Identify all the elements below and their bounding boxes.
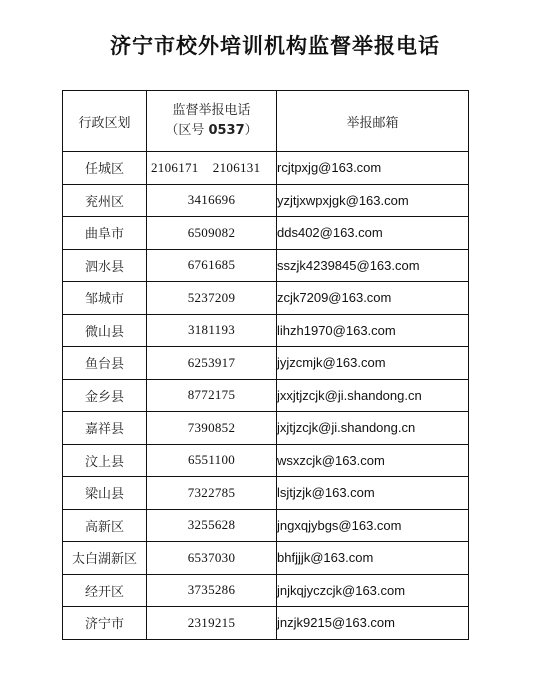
table-row <box>63 542 469 575</box>
phone-cell: 7390852 <box>147 412 277 445</box>
table-row <box>63 509 469 542</box>
table-row <box>63 249 469 282</box>
email-cell: jnjkqjyczcjk@163.com <box>277 574 469 607</box>
header-district: 行政区划 <box>63 91 147 152</box>
district-cell: 任城区 <box>63 152 147 185</box>
table-row <box>63 282 469 315</box>
header-phone <box>147 91 277 152</box>
phone-cell: 5237209 <box>147 282 277 315</box>
header-area-code-suffix: ） <box>244 123 258 138</box>
district-cell: 泗水县 <box>63 249 147 282</box>
email-cell: jnzjk9215@163.com <box>277 607 469 640</box>
table-row <box>63 379 469 412</box>
email-cell: lihzh1970@163.com <box>277 314 469 347</box>
email-cell: sszjk4239845@163.com <box>277 249 469 282</box>
email-cell: jngxqjybgs@163.com <box>277 509 469 542</box>
phone-cell: 3181193 <box>147 314 277 347</box>
header-area-code-value: 0537 <box>208 123 245 138</box>
email-cell: jxxjtjzcjk@ji.shandong.cn <box>277 379 469 412</box>
district-cell: 兖州区 <box>63 184 147 217</box>
header-phone-title: 监督举报电话 <box>172 103 251 118</box>
district-cell: 曲阜市 <box>63 217 147 250</box>
phone-cell: 6551100 <box>147 444 277 477</box>
table-row <box>63 412 469 445</box>
phone-cell: 7322785 <box>147 477 277 510</box>
table-row <box>63 347 469 380</box>
table-row <box>63 574 469 607</box>
district-cell: 经开区 <box>63 574 147 607</box>
phone-cell: 6509082 <box>147 217 277 250</box>
district-cell: 济宁市 <box>63 607 147 640</box>
email-cell: dds402@163.com <box>277 217 469 250</box>
table-row <box>63 607 469 640</box>
email-cell: lsjtjzjk@163.com <box>277 477 469 510</box>
phone-cell: 3416696 <box>147 184 277 217</box>
table-row <box>63 444 469 477</box>
table-row <box>63 477 469 510</box>
district-cell: 金乡县 <box>63 379 147 412</box>
district-cell: 嘉祥县 <box>63 412 147 445</box>
phone-cell: 6537030 <box>147 542 277 575</box>
header-area-code-prefix: （区号 <box>165 123 209 138</box>
table-row <box>63 217 469 250</box>
phone-cell: 2319215 <box>147 607 277 640</box>
page-title: 济宁市校外培训机构监督举报电话 <box>110 34 440 58</box>
district-cell: 微山县 <box>63 314 147 347</box>
district-cell: 邹城市 <box>63 282 147 315</box>
district-cell: 高新区 <box>63 509 147 542</box>
table-row <box>63 184 469 217</box>
district-cell: 鱼台县 <box>63 347 147 380</box>
table-row <box>63 152 469 185</box>
hotline-table <box>62 90 469 640</box>
email-cell: wsxzcjk@163.com <box>277 444 469 477</box>
email-cell: jyjzcmjk@163.com <box>277 347 469 380</box>
email-cell: rcjtpxjg@163.com <box>277 152 469 185</box>
email-cell: bhfjjjk@163.com <box>277 542 469 575</box>
phone-cell: 2106171 2106131 <box>147 152 277 185</box>
phone-cell: 8772175 <box>147 379 277 412</box>
district-cell: 梁山县 <box>63 477 147 510</box>
district-cell: 汶上县 <box>63 444 147 477</box>
table-header-row <box>63 91 469 152</box>
phone-cell: 3255628 <box>147 509 277 542</box>
email-cell: yzjtjxwpxjgk@163.com <box>277 184 469 217</box>
phone-cell: 3735286 <box>147 574 277 607</box>
phone-cell: 6761685 <box>147 249 277 282</box>
district-cell: 太白湖新区 <box>63 542 147 575</box>
header-email: 举报邮箱 <box>277 91 469 152</box>
header-area-code <box>147 121 276 141</box>
email-cell: jxjtjzcjk@ji.shandong.cn <box>277 412 469 445</box>
phone-cell: 6253917 <box>147 347 277 380</box>
table-row <box>63 314 469 347</box>
email-cell: zcjk7209@163.com <box>277 282 469 315</box>
